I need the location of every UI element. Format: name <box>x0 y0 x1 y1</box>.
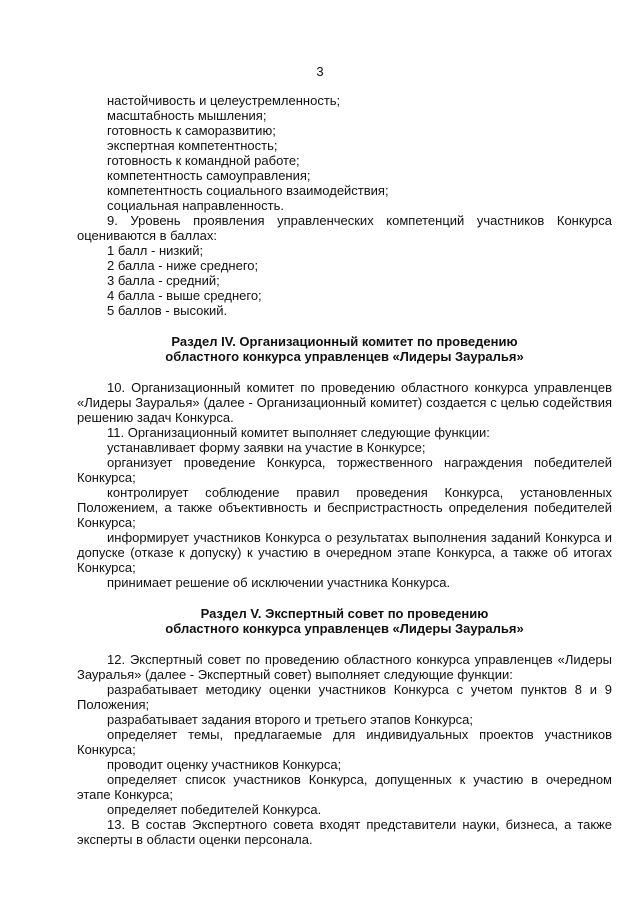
list-item: масштабность мышления; <box>107 108 267 123</box>
paragraph-13: 13. В состав Экспертного совета входят представители науки, бизнеса, а также эксперты в области оценки персонала. <box>77 817 612 847</box>
list-item: проводит оценку участников Конкурса; <box>107 757 342 772</box>
section-5-heading <box>77 606 612 636</box>
list-item: социальная направленность. <box>107 198 284 213</box>
list-item: 4 балла - выше среднего; <box>107 288 262 303</box>
list-item: определяет победителей Конкурса. <box>107 802 322 817</box>
list-item: контролирует соблюдение правил проведения Конкурса, установленных Положением, а также объективность и беспристрастность определения победителей Конкурса; <box>77 485 612 530</box>
list-item: разрабатывает методику оценки участников Конкурса с учетом пунктов 8 и 9 Положения; <box>77 682 612 712</box>
list-item: компетентность социального взаимодействия; <box>107 183 389 198</box>
paragraph-9: 9. Уровень проявления управленческих компетенций участников Конкурса оцениваются в баллах: <box>77 213 612 243</box>
score-list <box>77 243 612 318</box>
paragraph-11: 11. Организационный комитет выполняет следующие функции: <box>107 425 490 440</box>
page-number: 3 <box>316 64 324 79</box>
list-item: определяет список участников Конкурса, допущенных к участию в очередном этапе Конкурса; <box>77 772 612 802</box>
list-item: определяет темы, предлагаемые для индивидуальных проектов участников Конкурса; <box>77 727 612 757</box>
section-heading-line: Раздел IV. Организационный комитет по проведению <box>171 334 518 349</box>
section-heading-line: областного конкурса управленцев «Лидеры Зауралья» <box>165 349 524 364</box>
list-item: экспертная компетентность; <box>107 138 278 153</box>
list-item: принимает решение об исключении участника Конкурса. <box>107 575 451 590</box>
list-item: компетентность самоуправления; <box>107 168 311 183</box>
list-item: разрабатывает задания второго и третьего этапов Конкурса; <box>107 712 474 727</box>
competency-list <box>77 93 612 213</box>
list-item: 3 балла - средний; <box>107 273 220 288</box>
paragraph-12: 12. Экспертный совет по проведению областного конкурса управленцев «Лидеры Зауралья» (далее - Экспертный совет) выполняет следующие функции: <box>77 652 612 682</box>
section-heading-line: Раздел V. Экспертный совет по проведению <box>200 606 489 621</box>
paragraph-10: 10. Организационный комитет по проведению областного конкурса управленцев «Лидеры Зауралья» (далее - Организационный комитет) создается с целью содействия решению задач Конкурса. <box>77 380 612 425</box>
list-item: 1 балл - низкий; <box>107 243 204 258</box>
list-item: готовность к саморазвитию; <box>107 123 276 138</box>
list-item: информирует участников Конкурса о результатах выполнения заданий Конкурса и допуске (отказе к допуску) к участию в очередном этапе Конкурса, а также об итогах Конкурса; <box>77 530 612 575</box>
list-item: настойчивость и целеустремленность; <box>107 93 341 108</box>
section-4-heading <box>77 334 612 364</box>
list-item: организует проведение Конкурса, торжественного награждения победителей Конкурса; <box>77 455 612 485</box>
document-body <box>77 93 612 847</box>
list-item: готовность к командной работе; <box>107 153 300 168</box>
list-item: 2 балла - ниже среднего; <box>107 258 259 273</box>
section-heading-line: областного конкурса управленцев «Лидеры Зауралья» <box>165 621 524 636</box>
list-item: устанавливает форму заявки на участие в Конкурсе; <box>107 440 426 455</box>
list-item: 5 баллов - высокий. <box>107 303 228 318</box>
